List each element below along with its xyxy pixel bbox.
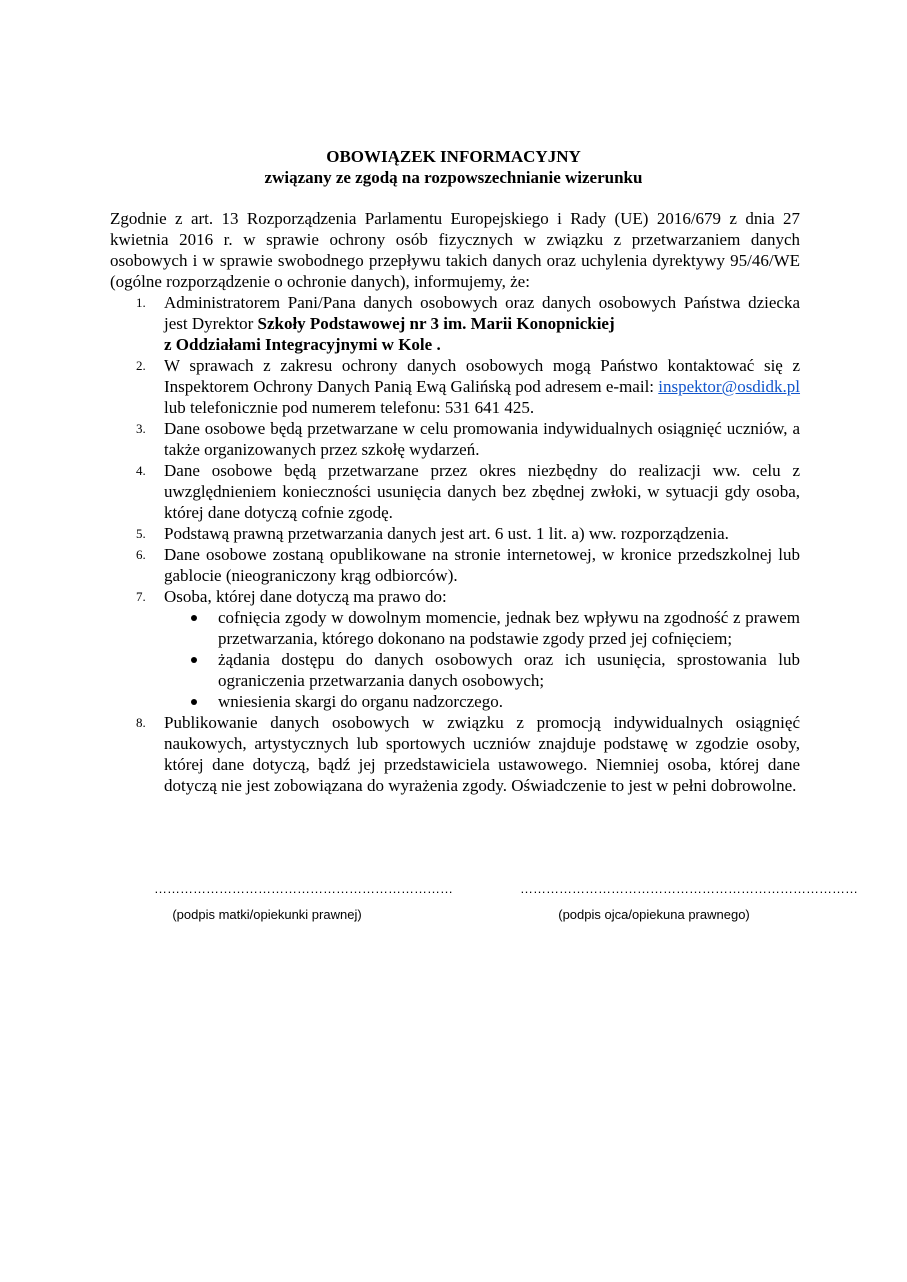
document-title: OBOWIĄZEK INFORMACYJNY [326,147,581,166]
signature-line: …………………………………………………………… [154,881,453,896]
list-item-text: Publikowanie danych osobowych w związku z promocją indywidualnych osiągnięć naukowych, artystycznych lub sportowych uczniów znajduje podstawę w zgodzie osoby, której dane dotyczą, bądź jej przedstawiciela ustawowego. Niemniej osoba, której dane dotyczą nie jest zobowiązana do wyrażenia zgody. Oświadczenie to jest w pełni dobrowolne. [164,713,800,795]
bullet-icon [191,657,197,663]
signature-line: …………………………………………………………………… [520,881,858,896]
list-item-number: 1. [136,295,146,310]
list-item-text: Dane osobowe będą przetwarzane w celu promowania indywidualnych osiągnięć uczniów, a także organizowanych przez szkołę wydarzeń. [164,419,800,459]
mother-signature-block [154,881,453,922]
list-item-text: Dane osobowe zostaną opublikowane na stronie internetowej, w kronice przedszkolnej lub gablocie (nieograniczony krąg odbiorców). [164,545,800,585]
list-item-number: 5. [136,526,146,541]
bullet-text: wniesienia skargi do organu nadzorczego. [218,692,503,711]
father-signature-block [520,881,858,922]
list-item-number: 6. [136,547,146,562]
list-item-text: Podstawą prawną przetwarzania danych jest art. 6 ust. 1 lit. a) ww. rozporządzenia. [164,524,729,543]
item-1-text: Administratorem Pani/Pana danych osobowych oraz danych osobowych Państwa dziecka jest Dyrektor [164,293,800,333]
list-item-number: 3. [136,421,146,436]
list-item-text [164,355,800,418]
bullet-item [164,649,800,691]
list-item-number: 2. [136,358,146,373]
list-item-6 [110,544,800,586]
list-item-8 [110,712,800,796]
list-item-number: 8. [136,715,146,730]
bullet-text: żądania dostępu do danych osobowych oraz ich usunięcia, sprostowania lub ograniczenia przetwarzania danych osobowych; [218,650,800,690]
list-item-number: 7. [136,589,146,604]
item-2-text: W sprawach z zakresu ochrony danych osobowych mogą Państwo kontaktować się z Inspektorem Ochrony Danych Panią Ewą Galińską pod adresem e-mail: [164,356,800,396]
list-item-5 [110,523,800,544]
list-item-text: Osoba, której dane dotyczą ma prawo do: [164,587,447,606]
list-item-number: 4. [136,463,146,478]
bullet-text: cofnięcia zgody w dowolnym momencie, jednak bez wpływu na zgodność z prawem przetwarzania, którego dokonano na podstawie zgody przed jej cofnięciem; [218,608,800,648]
list-item-text: Dane osobowe będą przetwarzane przez okres niezbędny do realizacji ww. celu z uwzględnieniem konieczności usunięcia danych bez zbędnej zwłoki, w sytuacji gdy osoba, której dane dotyczą cofnie zgodę. [164,461,800,522]
school-name: Szkoły Podstawowej nr 3 im. Marii Konopnickiej [257,314,615,333]
email-link[interactable]: inspektor@osdidk.pl [658,377,801,396]
list-item-text [164,292,800,355]
bullet-item [164,607,800,649]
school-name-continued: z Oddziałami Integracyjnymi w Kole . [164,335,441,354]
intro-paragraph: Zgodnie z art. 13 Rozporządzenia Parlamentu Europejskiego i Rady (UE) 2016/679 z dnia 27 kwietnia 2016 r. w sprawie ochrony osób fizycznych w związku z przetwarzaniem danych osobowych i w sprawie swobodnego przepływu takich danych oraz uchylenia dyrektywy 95/46/WE (ogólne rozporządzenie o ochronie danych), informujemy, że: [110,209,800,291]
list-item-7 [110,586,800,712]
item-2-text-after: lub telefonicznie pod numerem telefonu: 531 641 425. [164,398,535,417]
rights-bullet-list [164,607,800,712]
bullet-icon [191,615,197,621]
list-item-2 [110,355,800,418]
list-item-1 [110,292,800,355]
bullet-item [164,691,800,712]
signature-label: (podpis ojca/opiekuna prawnego) [558,907,750,922]
document-subtitle: związany ze zgodą na rozpowszechnianie wizerunku [264,168,643,187]
list-item-3 [110,418,800,460]
signature-label: (podpis matki/opiekunki prawnej) [172,907,362,922]
numbered-list [110,292,800,796]
bullet-icon [191,699,197,705]
list-item-4 [110,460,800,523]
